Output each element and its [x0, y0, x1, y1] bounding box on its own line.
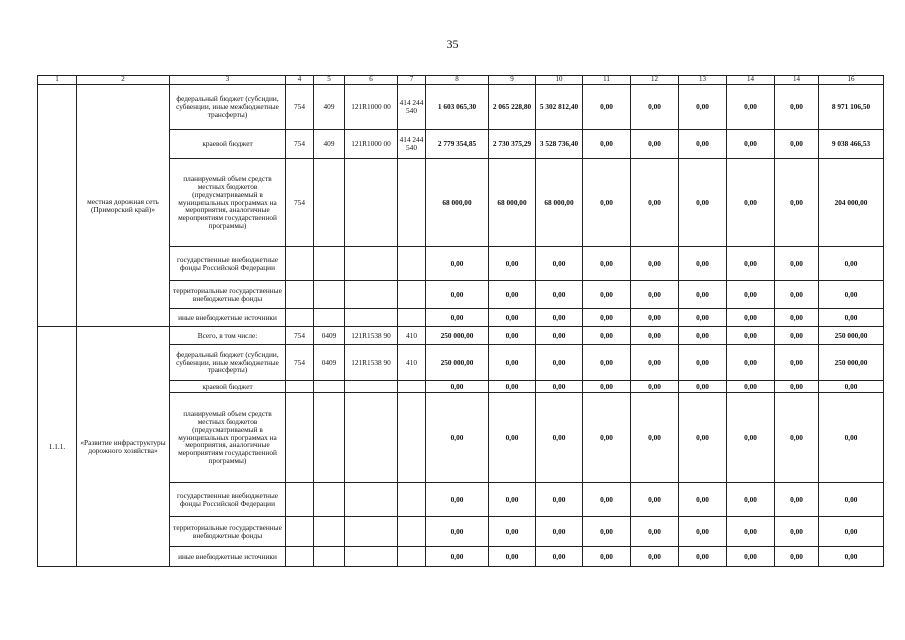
expense-type-cell	[398, 159, 426, 247]
value-cell: 0,00	[583, 345, 631, 381]
expense-type-cell: 410	[398, 345, 426, 381]
target-article-cell: 121R1538 90	[345, 345, 398, 381]
target-article-cell: 121R1538 90	[345, 327, 398, 345]
measure-name-cell: «Развитие инфраструктуры дорожного хозяйства»	[77, 327, 170, 567]
value-cell: 0,00	[727, 381, 775, 393]
grbs-code-cell: 754	[286, 345, 314, 381]
value-cell: 0,00	[679, 159, 727, 247]
value-cell: 2 730 375,29	[489, 130, 536, 159]
column-header: 5	[314, 76, 345, 85]
column-header: 14	[727, 76, 775, 85]
value-cell: 0,00	[679, 327, 727, 345]
value-cell: 0,00	[775, 247, 819, 281]
value-cell: 0,00	[775, 393, 819, 483]
expense-type-cell	[398, 547, 426, 567]
measure-name-cell: местная дорожная сеть (Приморский край)»	[77, 85, 170, 327]
value-cell: 0,00	[583, 483, 631, 517]
value-cell: 0,00	[631, 247, 679, 281]
column-header: 2	[77, 76, 170, 85]
value-cell: 0,00	[536, 517, 583, 547]
value-cell: 250 000,00	[426, 345, 489, 381]
value-cell: 0,00	[679, 483, 727, 517]
value-cell: 0,00	[819, 517, 884, 547]
value-cell: 2 065 228,80	[489, 85, 536, 130]
section-code-cell	[314, 547, 345, 567]
value-cell: 0,00	[583, 130, 631, 159]
target-article-cell: 121R1000 00	[345, 130, 398, 159]
value-cell: 2 779 354,85	[426, 130, 489, 159]
value-cell: 0,00	[583, 159, 631, 247]
column-header: 11	[583, 76, 631, 85]
value-cell: 0,00	[775, 345, 819, 381]
value-cell: 0,00	[819, 381, 884, 393]
value-cell: 0,00	[631, 517, 679, 547]
value-cell: 0,00	[489, 281, 536, 309]
value-cell: 0,00	[631, 159, 679, 247]
header-row	[38, 76, 884, 85]
target-article-cell	[345, 281, 398, 309]
value-cell: 0,00	[679, 345, 727, 381]
value-cell: 0,00	[583, 517, 631, 547]
value-cell: 0,00	[426, 393, 489, 483]
value-cell: 0,00	[819, 281, 884, 309]
section-code-cell: 409	[314, 85, 345, 130]
column-header: 1	[38, 76, 77, 85]
funding-source-cell: краевой бюджет	[170, 381, 286, 393]
section-code-cell: 409	[314, 130, 345, 159]
grbs-code-cell	[286, 517, 314, 547]
expense-type-cell	[398, 517, 426, 547]
expense-type-cell: 414 244 540	[398, 130, 426, 159]
table-row	[38, 85, 884, 130]
column-header: 8	[426, 76, 489, 85]
funding-source-cell: краевой бюджет	[170, 130, 286, 159]
section-code-cell	[314, 247, 345, 281]
column-header: 13	[679, 76, 727, 85]
grbs-code-cell	[286, 281, 314, 309]
value-cell: 0,00	[727, 159, 775, 247]
value-cell: 0,00	[631, 85, 679, 130]
value-cell: 68 000,00	[426, 159, 489, 247]
value-cell: 0,00	[489, 247, 536, 281]
value-cell: 204 000,00	[819, 159, 884, 247]
value-cell: 0,00	[775, 381, 819, 393]
funding-source-cell: территориальные государственные внебюджетные фонды	[170, 517, 286, 547]
value-cell: 0,00	[426, 547, 489, 567]
value-cell: 0,00	[819, 483, 884, 517]
value-cell: 0,00	[631, 309, 679, 327]
value-cell: 0,00	[727, 345, 775, 381]
column-header: 3	[170, 76, 286, 85]
value-cell: 0,00	[536, 547, 583, 567]
value-cell: 0,00	[536, 281, 583, 309]
value-cell: 0,00	[775, 547, 819, 567]
value-cell: 0,00	[489, 309, 536, 327]
target-article-cell	[345, 381, 398, 393]
funding-source-cell: планируемый объем средств местных бюджетов (предусматриваемый в муниципальных программах на мероприятия, аналогичные мероприятиям государственной программы)	[170, 159, 286, 247]
block-a-body	[38, 85, 884, 327]
section-code-cell	[314, 281, 345, 309]
value-cell: 0,00	[819, 393, 884, 483]
column-header: 10	[536, 76, 583, 85]
value-cell: 0,00	[583, 547, 631, 567]
value-cell: 0,00	[631, 345, 679, 381]
value-cell: 68 000,00	[489, 159, 536, 247]
value-cell: 0,00	[583, 281, 631, 309]
value-cell: 0,00	[727, 327, 775, 345]
block-b-body	[38, 327, 884, 567]
grbs-code-cell	[286, 309, 314, 327]
value-cell: 250 000,00	[819, 345, 884, 381]
value-cell: 0,00	[775, 517, 819, 547]
value-cell: 0,00	[775, 159, 819, 247]
expense-type-cell	[398, 483, 426, 517]
value-cell: 0,00	[775, 483, 819, 517]
value-cell: 0,00	[631, 130, 679, 159]
target-article-cell: 121R1000 00	[345, 85, 398, 130]
funding-source-cell: государственные внебюджетные фонды Российской Федерации	[170, 247, 286, 281]
value-cell: 0,00	[489, 517, 536, 547]
funding-source-cell: Всего, в том числе:	[170, 327, 286, 345]
value-cell: 0,00	[727, 483, 775, 517]
value-cell: 250 000,00	[426, 327, 489, 345]
value-cell: 0,00	[426, 483, 489, 517]
value-cell: 0,00	[631, 547, 679, 567]
value-cell: 0,00	[819, 547, 884, 567]
value-cell: 250 000,00	[819, 327, 884, 345]
value-cell: 0,00	[583, 327, 631, 345]
expense-type-cell	[398, 247, 426, 281]
column-header: 9	[489, 76, 536, 85]
value-cell: 0,00	[727, 85, 775, 130]
value-cell: 0,00	[631, 393, 679, 483]
column-header: 6	[345, 76, 398, 85]
value-cell: 1 603 065,30	[426, 85, 489, 130]
value-cell: 0,00	[679, 85, 727, 130]
value-cell: 0,00	[727, 247, 775, 281]
target-article-cell	[345, 247, 398, 281]
value-cell: 0,00	[489, 327, 536, 345]
page-number: 35	[446, 37, 459, 51]
value-cell: 0,00	[727, 309, 775, 327]
target-article-cell	[345, 517, 398, 547]
target-article-cell	[345, 547, 398, 567]
value-cell: 0,00	[679, 393, 727, 483]
value-cell: 0,00	[631, 281, 679, 309]
value-cell: 0,00	[631, 327, 679, 345]
column-header: 7	[398, 76, 426, 85]
value-cell: 0,00	[583, 381, 631, 393]
expense-type-cell	[398, 393, 426, 483]
column-header: 16	[819, 76, 884, 85]
section-code-cell	[314, 517, 345, 547]
value-cell: 0,00	[679, 281, 727, 309]
value-cell: 0,00	[489, 393, 536, 483]
funding-source-cell: федеральный бюджет (субсидии, субвенции, иные межбюджетные трансферты)	[170, 345, 286, 381]
value-cell: 0,00	[727, 130, 775, 159]
row-number-cell: 1.1.1.	[38, 327, 77, 567]
funding-source-cell: планируемый объем средств местных бюджетов (предусматриваемый в муниципальных программах на мероприятия, аналогичные мероприятиям государственной программы)	[170, 393, 286, 483]
value-cell: 0,00	[679, 130, 727, 159]
value-cell: 0,00	[819, 247, 884, 281]
grbs-code-cell	[286, 247, 314, 281]
row-number-cell	[38, 85, 77, 327]
value-cell: 0,00	[489, 345, 536, 381]
section-code-cell	[314, 159, 345, 247]
value-cell: 0,00	[583, 85, 631, 130]
target-article-cell	[345, 393, 398, 483]
value-cell: 0,00	[536, 393, 583, 483]
section-code-cell: 0409	[314, 327, 345, 345]
value-cell: 0,00	[679, 247, 727, 281]
section-code-cell	[314, 393, 345, 483]
value-cell: 0,00	[583, 309, 631, 327]
column-header: 4	[286, 76, 314, 85]
value-cell: 0,00	[631, 381, 679, 393]
expense-type-cell: 414 244 540	[398, 85, 426, 130]
section-code-cell	[314, 483, 345, 517]
expense-type-cell	[398, 381, 426, 393]
grbs-code-cell	[286, 483, 314, 517]
value-cell: 0,00	[536, 345, 583, 381]
grbs-code-cell: 754	[286, 130, 314, 159]
value-cell: 0,00	[819, 309, 884, 327]
target-article-cell	[345, 159, 398, 247]
value-cell: 0,00	[536, 309, 583, 327]
grbs-code-cell	[286, 547, 314, 567]
value-cell: 0,00	[727, 393, 775, 483]
value-cell: 68 000,00	[536, 159, 583, 247]
section-code-cell	[314, 381, 345, 393]
value-cell: 0,00	[679, 381, 727, 393]
value-cell: 0,00	[536, 381, 583, 393]
value-cell: 0,00	[489, 483, 536, 517]
funding-source-cell: федеральный бюджет (субсидии, субвенции, иные межбюджетные трансферты)	[170, 85, 286, 130]
value-cell: 0,00	[727, 281, 775, 309]
value-cell: 0,00	[583, 247, 631, 281]
value-cell: 0,00	[631, 483, 679, 517]
value-cell: 0,00	[727, 547, 775, 567]
grbs-code-cell: 754	[286, 159, 314, 247]
column-header: 14	[775, 76, 819, 85]
value-cell: 0,00	[775, 327, 819, 345]
target-article-cell	[345, 309, 398, 327]
grbs-code-cell	[286, 381, 314, 393]
expense-type-cell: 410	[398, 327, 426, 345]
value-cell: 0,00	[426, 517, 489, 547]
value-cell: 0,00	[679, 309, 727, 327]
value-cell: 3 528 736,40	[536, 130, 583, 159]
grbs-code-cell	[286, 393, 314, 483]
funding-source-cell: иные внебюджетные источники	[170, 309, 286, 327]
target-article-cell	[345, 483, 398, 517]
column-header: 12	[631, 76, 679, 85]
value-cell: 0,00	[489, 547, 536, 567]
value-cell: 0,00	[489, 381, 536, 393]
value-cell: 0,00	[426, 381, 489, 393]
funding-source-cell: территориальные государственные внебюджетные фонды	[170, 281, 286, 309]
section-code-cell	[314, 309, 345, 327]
value-cell: 0,00	[775, 281, 819, 309]
value-cell: 0,00	[727, 517, 775, 547]
value-cell: 0,00	[679, 517, 727, 547]
table-row	[38, 327, 884, 345]
value-cell: 0,00	[775, 130, 819, 159]
funding-source-cell: государственные внебюджетные фонды Российской Федерации	[170, 483, 286, 517]
expense-type-cell	[398, 309, 426, 327]
value-cell: 0,00	[536, 247, 583, 281]
budget-table	[37, 75, 884, 567]
value-cell: 5 302 812,40	[536, 85, 583, 130]
value-cell: 0,00	[775, 85, 819, 130]
grbs-code-cell: 754	[286, 85, 314, 130]
value-cell: 9 038 466,53	[819, 130, 884, 159]
section-code-cell: 0409	[314, 345, 345, 381]
value-cell: 0,00	[426, 247, 489, 281]
value-cell: 0,00	[426, 309, 489, 327]
value-cell: 0,00	[679, 547, 727, 567]
value-cell: 0,00	[775, 309, 819, 327]
value-cell: 0,00	[536, 327, 583, 345]
value-cell: 0,00	[426, 281, 489, 309]
funding-source-cell: иные внебюджетные источники	[170, 547, 286, 567]
value-cell: 8 971 106,50	[819, 85, 884, 130]
grbs-code-cell: 754	[286, 327, 314, 345]
value-cell: 0,00	[583, 393, 631, 483]
expense-type-cell	[398, 281, 426, 309]
value-cell: 0,00	[536, 483, 583, 517]
